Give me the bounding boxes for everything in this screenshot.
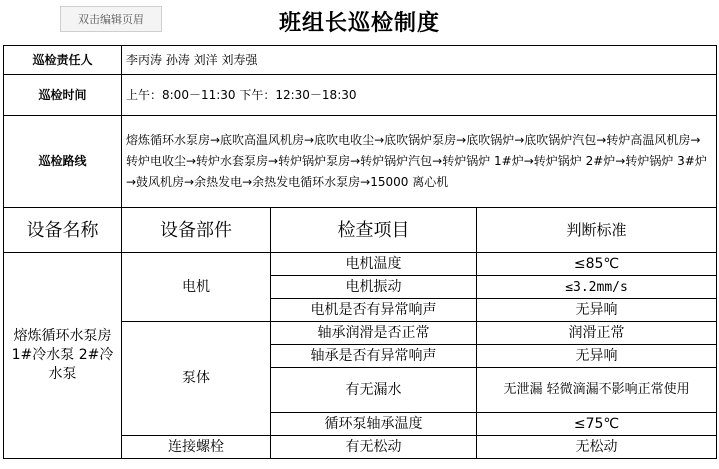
check-item: 电机温度	[271, 253, 477, 276]
check-standard: 无松动	[477, 436, 717, 459]
col-header-part: 设备部件	[122, 208, 271, 253]
check-standard: ≤75℃	[477, 413, 717, 436]
responsible-value: 李丙涛 孙涛 刘洋 刘寿强	[122, 46, 717, 75]
inspection-table	[3, 45, 717, 459]
col-header-standard: 判断标准	[477, 208, 717, 253]
route-value: 熔炼循环水泵房→底吹高温风机房→底吹电收尘→底吹锅炉泵房→底吹锅炉→底吹锅炉汽包→转炉高温风机房→转炉电收尘→转炉水套泵房→转炉锅炉泵房→转炉锅炉汽包→转炉锅炉 1#炉→转炉锅炉 2#炉→转炉锅炉 3#炉→鼓风机房→余热发电→余热发电循环水泵房→15000 离心机	[122, 116, 717, 208]
time-value: 上午：8:00－11:30 下午：12:30－18:30	[122, 75, 717, 116]
col-header-item: 检查项目	[271, 208, 477, 253]
check-standard: 无泄漏 轻微滴漏不影响正常使用	[477, 368, 717, 413]
check-item: 循环泵轴承温度	[271, 413, 477, 436]
responsible-label: 巡检责任人	[4, 46, 122, 75]
check-standard: ≤3.2mm/s	[477, 276, 717, 299]
check-item: 轴承润滑是否正常	[271, 322, 477, 345]
time-row	[4, 75, 717, 116]
col-header-equipment: 设备名称	[4, 208, 122, 253]
route-row	[4, 116, 717, 208]
check-standard: ≤85℃	[477, 253, 717, 276]
check-standard: 无异响	[477, 299, 717, 322]
route-label: 巡检路线	[4, 116, 122, 208]
column-header-row	[4, 208, 717, 253]
check-standard: 润滑正常	[477, 322, 717, 345]
part-pump: 泵体	[122, 322, 271, 436]
check-item: 有无漏水	[271, 368, 477, 413]
page-title: 班组长巡检制度	[278, 11, 440, 36]
check-item: 轴承是否有异常响声	[271, 345, 477, 368]
check-standard: 无异响	[477, 345, 717, 368]
time-label: 巡检时间	[4, 75, 122, 116]
check-item: 电机振动	[271, 276, 477, 299]
edit-header-button[interactable]: 双击编辑页眉	[60, 6, 162, 32]
check-item: 电机是否有异常响声	[271, 299, 477, 322]
part-bolt: 连接螺栓	[122, 436, 271, 459]
table-row	[4, 253, 717, 276]
equipment-name: 熔炼循环水泵房 1#冷水泵 2#冷水泵	[4, 253, 122, 459]
part-motor: 电机	[122, 253, 271, 322]
check-item: 有无松动	[271, 436, 477, 459]
responsible-row	[4, 46, 717, 75]
